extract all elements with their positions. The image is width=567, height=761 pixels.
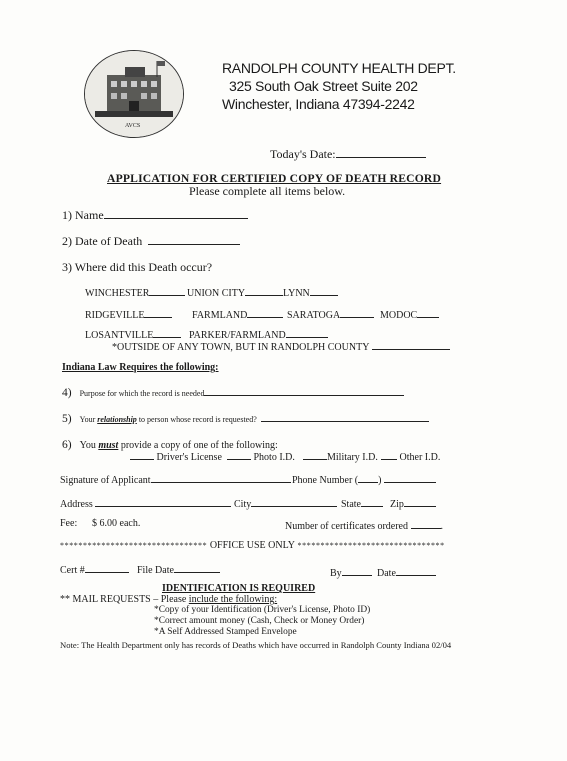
health-dept-logo (84, 50, 184, 138)
by-line[interactable] (342, 565, 372, 576)
indiana-law-heading: Indiana Law Requires the following: (62, 362, 219, 373)
office-stars-right: ******************************** (297, 541, 445, 550)
phone-close: ) (378, 475, 382, 486)
office-date-label: Date (377, 568, 396, 579)
address-line[interactable] (95, 496, 231, 507)
town-winchester[interactable]: WINCHESTER (85, 285, 185, 299)
town-parker-farmland[interactable]: PARKER/FARMLAND (189, 327, 328, 341)
fee-label: Fee: (60, 518, 78, 529)
office-use-label: OFFICE USE ONLY (209, 540, 295, 551)
zip-field[interactable] (390, 496, 436, 510)
fee-value: $ 6.00 each. (92, 518, 141, 529)
address-label: Address (60, 499, 93, 510)
org-street: 325 South Oak Street Suite 202 (229, 78, 418, 94)
phone-area-code-line[interactable] (358, 472, 378, 483)
form-subtitle: Please complete all items below. (189, 184, 346, 198)
purpose-field[interactable] (62, 383, 404, 401)
mail-requests-line (60, 594, 277, 605)
phone-label: Phone Number ( (292, 475, 359, 486)
relationship-line[interactable] (261, 413, 429, 422)
town-saratoga[interactable]: SARATOGA (287, 307, 374, 321)
todays-date-field[interactable] (270, 147, 426, 162)
cert-number-label: Cert # (60, 565, 85, 576)
state-line[interactable] (361, 496, 383, 507)
town-losantville[interactable]: LOSANTVILLE (85, 327, 181, 341)
death-location-question: 3) Where did this Death occur? (62, 260, 213, 274)
zip-line[interactable] (404, 496, 436, 507)
town-outside[interactable]: *OUTSIDE OF ANY TOWN, BUT IN RANDOLPH COUNTY (112, 339, 450, 353)
signature-field[interactable] (60, 472, 291, 486)
certificates-field[interactable]: Number of certificates ordered . (285, 518, 443, 532)
date-of-death-label: 2) Date of Death (62, 234, 143, 248)
mail-item-1: *Copy of your Identification (Driver's License, Photo ID) (154, 605, 371, 615)
logo-caption: AVCS (125, 123, 141, 129)
phone-line[interactable] (384, 472, 436, 483)
mail-requests-include: include the following: (188, 594, 278, 605)
certificates-label: Number of certificates ordered (285, 521, 408, 532)
mail-item-2: *Correct amount money (Cash, Check or Money Order) (154, 616, 365, 626)
relationship-field[interactable] (62, 409, 429, 427)
id-question-pre: You (79, 440, 99, 451)
signature-line[interactable] (151, 472, 291, 483)
signature-label: Signature of Applicant (60, 475, 151, 486)
by-field[interactable] (330, 565, 372, 579)
file-date-label: File Date (137, 565, 174, 576)
office-date-line[interactable] (396, 565, 436, 576)
office-stars-left: ******************************** (60, 541, 208, 550)
town-modoc[interactable]: MODOC (380, 307, 439, 321)
org-city: Winchester, Indiana 47394-2242 (222, 96, 415, 112)
state-field[interactable] (341, 496, 383, 510)
phone-field[interactable] (292, 472, 436, 486)
date-of-death-line[interactable] (148, 234, 240, 245)
footer-note: Note: The Health Department only has records of Deaths which have occurred in Randolph County Indiana 02/04 (60, 640, 452, 650)
cert-number-field[interactable] (60, 562, 129, 576)
relationship-emphasis: relationship (97, 415, 137, 424)
mail-requests-prefix: ** MAIL REQUESTS – Please (60, 594, 189, 605)
date-of-death-field[interactable] (62, 234, 240, 249)
id-other[interactable]: Other I.D. (381, 449, 440, 463)
name-line[interactable] (104, 208, 248, 219)
form-title: APPLICATION FOR CERTIFIED COPY OF DEATH RECORD (107, 172, 442, 185)
address-field[interactable] (60, 496, 231, 510)
zip-label: Zip (390, 499, 404, 510)
certificates-line[interactable] (411, 518, 441, 529)
city-field[interactable] (234, 496, 337, 510)
mail-item-3: *A Self Addressed Stamped Envelope (154, 627, 297, 637)
city-line[interactable] (251, 496, 337, 507)
town-farmland[interactable]: FARMLAND (192, 307, 283, 321)
office-date-field[interactable] (377, 565, 436, 579)
town-ridgeville[interactable]: RIDGEVILLE (85, 307, 172, 321)
id-photo[interactable]: Photo I.D. (227, 449, 295, 463)
id-question-number: 6) (62, 439, 72, 451)
file-date-field[interactable] (137, 562, 220, 576)
city-label: City (234, 499, 252, 510)
file-date-line[interactable] (174, 562, 220, 573)
town-union-city[interactable]: UNION CITY (187, 285, 283, 299)
name-field[interactable] (62, 208, 248, 223)
town-lynn[interactable]: LYNN (283, 285, 338, 299)
relationship-pre: Your (79, 415, 98, 424)
todays-date-line[interactable] (336, 147, 426, 158)
office-use-banner (60, 540, 445, 551)
relationship-number: 5) (62, 413, 72, 425)
id-question-emphasis: must (98, 440, 119, 451)
id-required-heading: IDENTIFICATION IS REQUIRED (162, 583, 316, 594)
id-question-post: provide a copy of one of the following: (118, 440, 278, 451)
relationship-post: to person whose record is requested? (136, 415, 257, 424)
by-label: By (330, 568, 342, 579)
id-drivers-license[interactable]: Driver's License (130, 449, 222, 463)
org-name: RANDOLPH COUNTY HEALTH DEPT. (222, 60, 456, 76)
purpose-label: Purpose for which the record is needed (79, 389, 205, 398)
name-label: 1) Name (62, 208, 104, 222)
state-label: State (341, 499, 361, 510)
id-military[interactable]: Military I.D. (303, 449, 378, 463)
cert-number-line[interactable] (85, 562, 129, 573)
purpose-line[interactable] (204, 387, 404, 396)
purpose-number: 4) (62, 387, 72, 399)
todays-date-label: Today's Date: (270, 147, 336, 161)
